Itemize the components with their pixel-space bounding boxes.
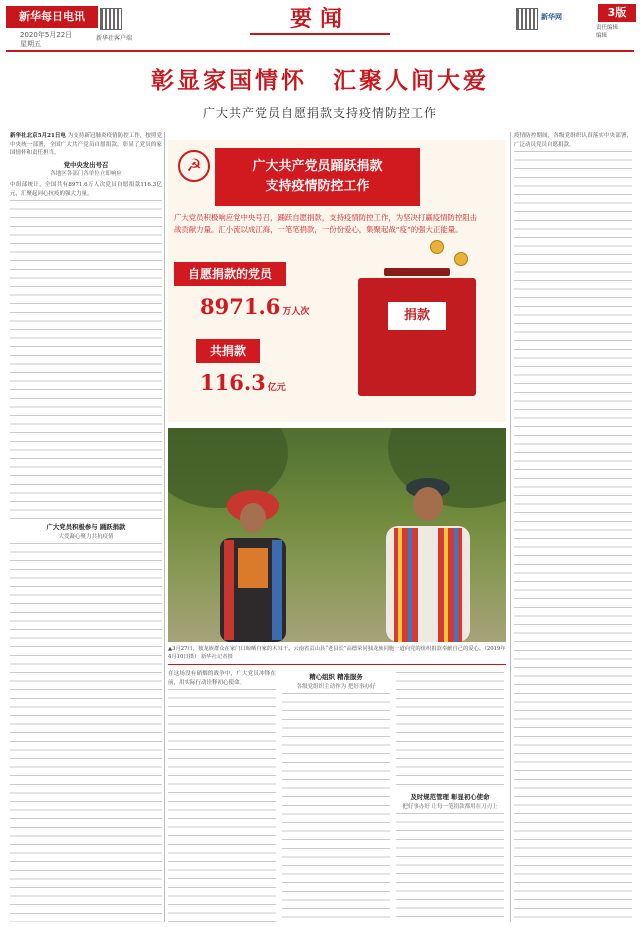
body-text-lines	[396, 813, 504, 922]
photo-caption	[168, 645, 506, 661]
party-emblem-icon: ☭	[178, 150, 210, 182]
article-lead: 为支持新冠肺炎疫情防控工作，按照党中央统一部署，全国广大共产党员自愿捐款，彰显了党员的家国情怀和责任担当。	[10, 133, 162, 157]
main-headline: 彰显家国情怀 汇聚人间大爱	[151, 67, 489, 94]
article-byline: 新华社北京5月21日电	[10, 133, 66, 139]
editor-credit-line: 责任编辑	[596, 25, 619, 31]
body-text-lines	[514, 151, 632, 922]
qr-code-icon[interactable]	[516, 8, 538, 30]
infographic-banner	[215, 148, 420, 206]
article-paragraph: 中组部统计，全国共有8971.6万人次党员自愿捐款116.3亿元，汇聚起同心抗疫的强大力量。	[10, 181, 162, 197]
article-paragraph: 在这场没有硝烟的战争中，广大党员冲锋在前，用实际行动诠释初心使命。	[168, 671, 276, 686]
body-text-lines	[168, 689, 276, 922]
section-title: 要闻	[289, 6, 350, 32]
section-subhead-sub: 把好事办好 让每一笔捐款都用在刀刃上	[402, 803, 498, 810]
stat-unit: 亿元	[267, 383, 286, 393]
donation-box-label: 捐款	[388, 302, 446, 330]
infographic-intro: 广大党员积极响应党中央号召，踊跃自愿捐款，支持疫情防控工作，为坚决打赢疫情防控阻击战贡献力量。汇小流以成江海，一笔笔捐款，一份份爱心，集聚起战“疫”的强大正能量。	[174, 213, 478, 234]
editor-credits	[596, 24, 618, 40]
section-divider	[168, 664, 506, 665]
donation-box-slot	[384, 268, 450, 276]
section-subhead-sub: 大爱凝心聚力共抗疫情	[58, 533, 114, 540]
stat-value-donors	[200, 294, 309, 319]
issue-date-text: 2020年5月22日	[20, 31, 73, 39]
body-text-lines	[396, 672, 504, 790]
qr-code-icon[interactable]	[100, 8, 122, 30]
right-article-column	[514, 132, 632, 922]
left-article-column	[10, 132, 162, 922]
stat-label-donors: 自愿捐款的党员	[174, 262, 286, 286]
paper-logo: 新华每日电讯	[6, 6, 98, 28]
middle-article-column	[282, 670, 390, 922]
issue-date	[20, 31, 72, 49]
section-subhead: 党中央发出号召	[63, 160, 109, 169]
stat-value-total	[200, 370, 286, 395]
middle-article-column	[396, 670, 504, 922]
photo-credit: 新华社记者摄	[201, 654, 233, 660]
sub-headline: 广大共产党员自愿捐款支持疫情防控工作	[202, 106, 437, 120]
coin-icon	[430, 240, 444, 254]
section-underline	[250, 33, 390, 35]
editor-credit-line: 编辑	[596, 33, 608, 39]
body-text-lines	[10, 200, 162, 520]
banner-line: 广大共产党员踊跃捐款	[252, 159, 383, 174]
column-divider	[164, 132, 165, 922]
woman-figure	[198, 478, 308, 642]
qr-caption: 新华社客户端	[96, 35, 133, 42]
body-text-lines	[282, 693, 390, 922]
man-figure	[368, 468, 488, 642]
banner-line: 支持疫情防控工作	[265, 179, 370, 194]
stat-number: 8971.6	[200, 294, 281, 319]
page-number-badge: 3版	[598, 4, 636, 22]
article-paragraph: 疫情防控期间，各级党组织认真落实中央部署，广泛动员党员自愿捐款。	[514, 133, 632, 148]
agency-logo: 新华网	[541, 13, 562, 21]
middle-article-column	[168, 670, 276, 922]
news-photo	[168, 428, 506, 642]
issue-weekday: 星期五	[20, 40, 41, 48]
coin-icon	[454, 252, 468, 266]
section-subhead-sub: 各地区各部门各单位立即响应	[50, 171, 122, 178]
stat-number: 116.3	[200, 370, 266, 395]
column-divider	[510, 132, 511, 922]
section-subhead: 广大党员积极参与 踊跃捐款	[46, 523, 126, 532]
body-text-lines	[10, 543, 162, 922]
photo-caption-text: ▲3月27日，独龙族群众在家门口晾晒自家的木耳干。云南省贡山县“老县长”高德荣同独龙族同胞一道向党的组织捐款奉献自己的爱心。（2019年4月10日摄）	[168, 646, 506, 660]
section-subhead-sub: 各级党组织主动作为 把好事办好	[296, 683, 376, 690]
donation-box-illustration	[358, 268, 476, 396]
stat-unit: 万人次	[282, 307, 310, 317]
masthead-rule	[6, 50, 634, 52]
section-subhead: 精心组织 精准服务	[309, 673, 363, 681]
stat-label-total: 共捐款	[196, 339, 260, 363]
section-subhead: 及时规范管理 彰显初心使命	[410, 793, 490, 801]
masthead	[0, 0, 640, 50]
donation-box-body	[358, 278, 476, 396]
